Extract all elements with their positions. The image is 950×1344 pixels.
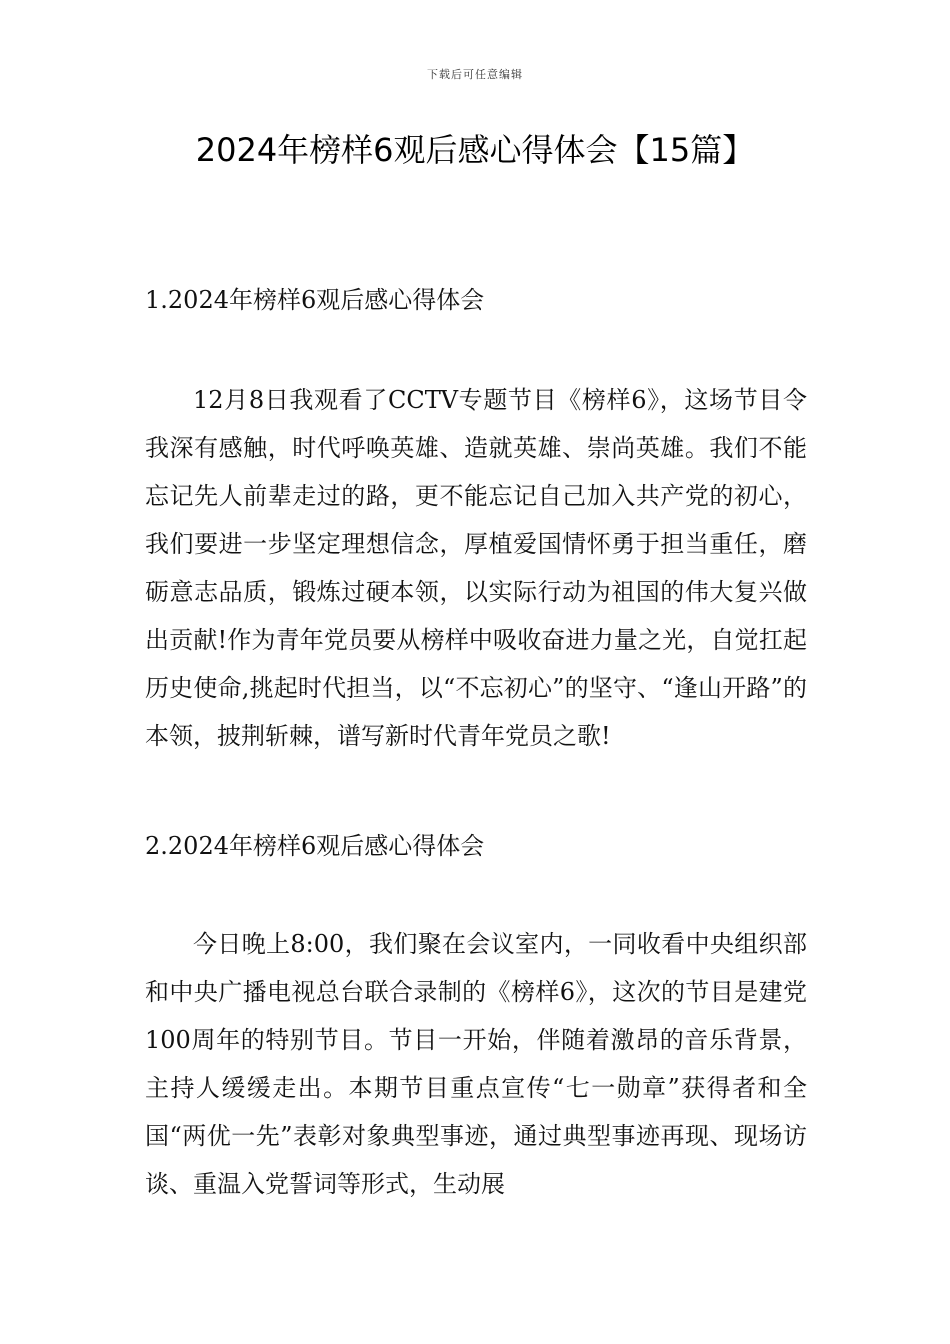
section-heading-2: 2.2024年榜样6观后感心得体会 [145,832,485,860]
section-paragraph-2: 今日晚上8:00，我们聚在会议室内，一同收看中央组织部和中央广播电视总台联合录制的《榜样6》，这次的节目是建党100周年的特别节目。节目一开始，伴随着激昂的音乐背景，主持人缓缓走出。本期节目重点宣传“七一勋章”获得者和全国“两优一先”表彰对象典型事迹，通过典型事迹再现、现场访谈、重温入党誓词等形式，生动展 [145,930,807,1198]
document-title: 2024年榜样6观后感心得体会【15篇】 [195,131,755,169]
section-paragraph-1: 12月8日我观看了CCTV专题节目《榜样6》，这场节目令我深有感触，时代呼唤英雄、造就英雄、崇尚英雄。我们不能忘记先人前辈走过的路，更不能忘记自己加入共产党的初心，我们要进一步坚定理想信念，厚植爱国情怀勇于担当重任，磨砺意志品质，锻炼过硬本领，以实际行动为祖国的伟大复兴做出贡献!作为青年党员要从榜样中吸收奋进力量之光，自觉扛起历史使命,挑起时代担当，以“不忘初心”的坚守、“逢山开路”的本领，披荆斩棘，谱写新时代青年党员之歌! [145,386,807,750]
section-heading-1: 1.2024年榜样6观后感心得体会 [145,286,485,314]
header-note: 下载后可任意编辑 [427,68,523,81]
